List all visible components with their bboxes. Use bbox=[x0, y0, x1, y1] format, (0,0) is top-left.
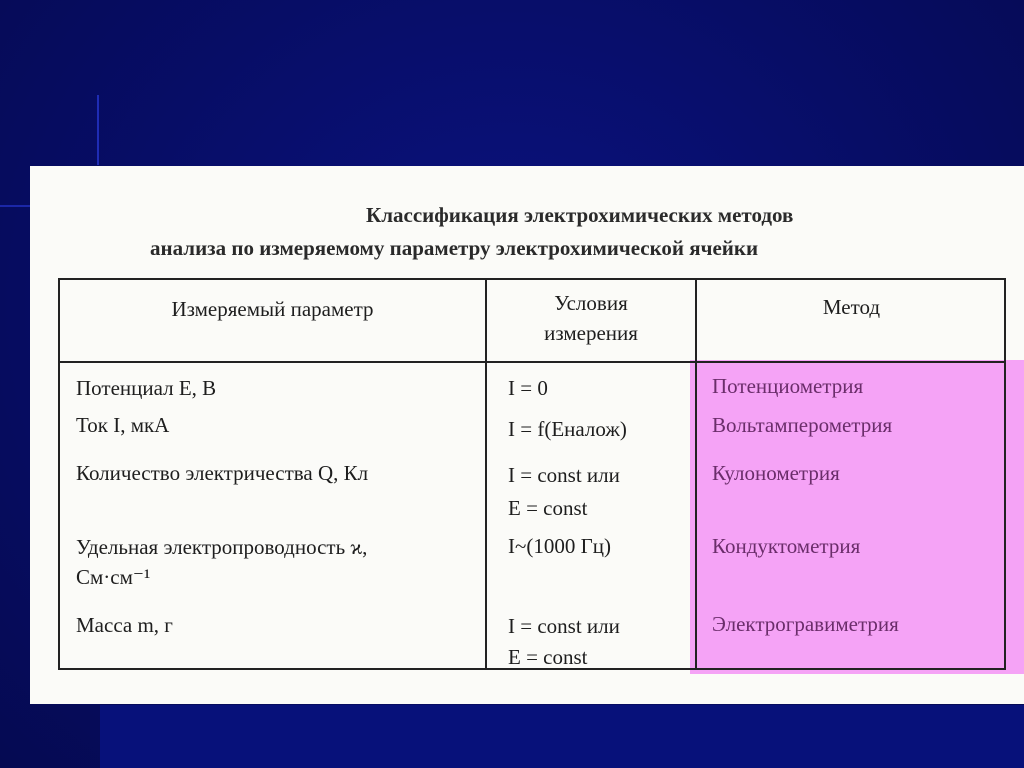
row-3-method: Кулонометрия bbox=[712, 461, 840, 485]
row-1-condition: I = 0 bbox=[508, 376, 548, 400]
row-4-method: Кондуктометрия bbox=[712, 534, 861, 558]
row-1-parameter: Потенциал E, В bbox=[76, 376, 217, 400]
bottom-band bbox=[100, 705, 1024, 768]
header-method: Метод bbox=[822, 295, 881, 319]
row-5-condition-line-1: I = const или bbox=[508, 614, 620, 638]
document-panel bbox=[30, 166, 1024, 704]
row-2-condition: I = f(Eналож) bbox=[508, 417, 627, 441]
decorative-line-vertical bbox=[97, 95, 99, 165]
header-parameter: Измеряемый параметр bbox=[171, 297, 374, 321]
row-2-method: Вольтамперометрия bbox=[712, 413, 893, 437]
row-1-method: Потенциометрия bbox=[712, 374, 864, 398]
title-line-1: Классификация электрохимических методов bbox=[366, 203, 794, 227]
header-divider bbox=[60, 361, 1004, 363]
decorative-line-horizontal bbox=[0, 205, 30, 207]
row-5-parameter: Масса m, г bbox=[76, 613, 173, 637]
row-5-method: Электрогравиметрия bbox=[712, 612, 899, 636]
row-3-parameter: Количество электричества Q, Кл bbox=[76, 461, 369, 485]
row-5-condition-line-2: E = const bbox=[508, 645, 588, 669]
row-2-parameter: Ток I, мкА bbox=[76, 413, 170, 437]
classification-table bbox=[58, 278, 1006, 670]
row-3-condition-line-2: E = const bbox=[508, 496, 588, 520]
header-conditions-line-1: Условия bbox=[554, 291, 628, 315]
row-3-condition-line-1: I = const или bbox=[508, 463, 620, 487]
column-divider-2 bbox=[695, 280, 697, 668]
title-line-2: анализа по измеряемому параметру электрохимической ячейки bbox=[150, 236, 759, 260]
row-4-parameter-line-1: Удельная электропроводность ϰ, bbox=[76, 535, 368, 559]
row-4-condition: I~(1000 Гц) bbox=[508, 534, 611, 558]
header-conditions-line-2: измерения bbox=[544, 321, 638, 345]
row-4-parameter-line-2: См·см⁻¹ bbox=[76, 565, 151, 589]
